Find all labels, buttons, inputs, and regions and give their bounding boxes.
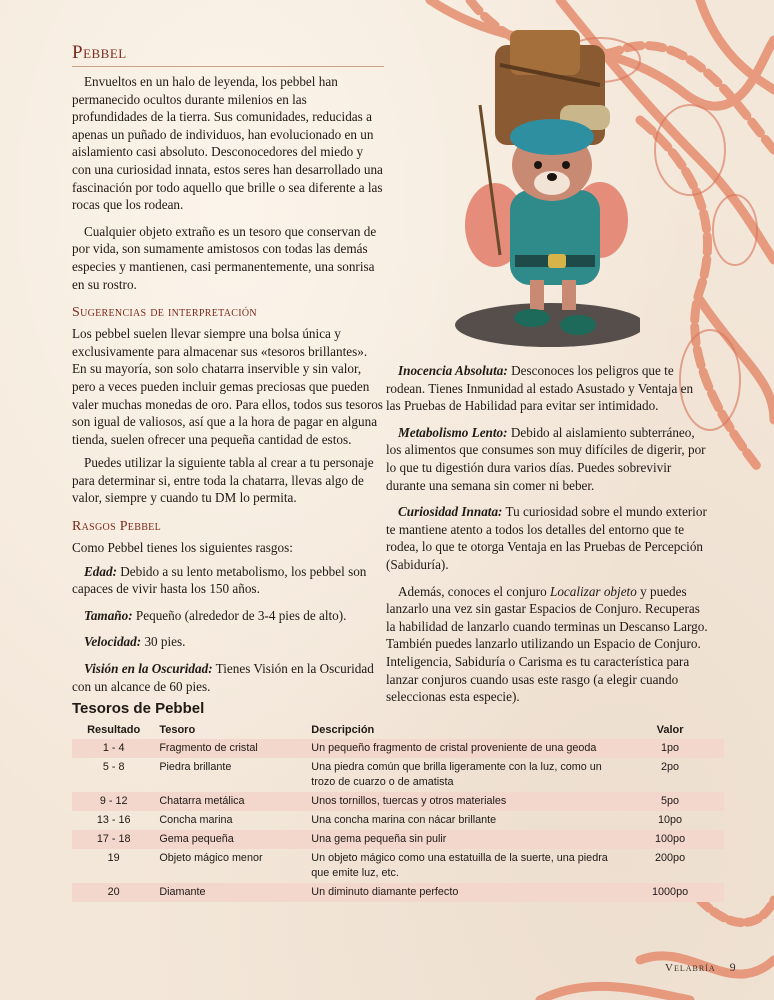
spell-paragraph — [386, 583, 708, 706]
left-column — [72, 42, 384, 704]
cell-result: 17 - 18 — [72, 830, 155, 849]
cell-value: 100po — [616, 830, 724, 849]
pebbel-character-illustration — [440, 25, 640, 360]
right-column — [386, 362, 708, 715]
cell-treasure: Chatarra metálica — [155, 792, 307, 811]
trait-darkvision — [72, 660, 384, 695]
cell-description: Un objeto mágico como una estatuilla de la suerte, una piedra que emite luz, etc. — [311, 852, 608, 879]
header-treasure: Tesoro — [159, 724, 196, 736]
cell-treasure: Objeto mágico menor — [159, 852, 263, 864]
table-row — [72, 849, 724, 883]
trait-curiosity — [386, 503, 708, 573]
cell-treasure: Gema pequeña — [155, 830, 307, 849]
traits-heading: Rasgos Pebbel — [72, 519, 161, 535]
table-row — [72, 811, 724, 830]
table-row — [72, 883, 724, 902]
cell-description: Una piedra común que brilla ligeramente con la luz, como un trozo de cuarzo o de amatista — [311, 761, 602, 788]
cell-result: 20 — [72, 883, 155, 902]
cell-treasure: Fragmento de cristal — [155, 739, 307, 758]
cell-value: 1po — [616, 739, 724, 758]
trait-age-name: Edad: — [84, 563, 117, 579]
cell-result: 5 - 8 — [102, 761, 125, 773]
trait-metabolism-text: Debido al aislamiento subterráneo, los alimentos que consumes son muy difíciles de digerir, por lo que tu digestión dura varios días. Puedes sobrevivir durante una semana sin comer ni beber. — [386, 424, 706, 493]
cell-treasure: Piedra brillante — [159, 761, 232, 773]
table-row — [72, 739, 724, 758]
spell-text-before: Además, conoces el conjuro — [398, 583, 550, 599]
trait-curiosity-text: Tu curiosidad sobre el mundo exterior te mantiene atento a todos los detalles del entorno que te rodea, lo que te otorga Ventaja en las Pruebas de Percepción (Sabiduría). — [386, 504, 707, 572]
cell-result: 13 - 16 — [96, 814, 131, 826]
footer-book-name: Velabría — [665, 962, 716, 974]
cell-result: 19 — [107, 852, 120, 864]
trait-darkvision-text: Tienes Visión en la Oscuridad con un alcance de 60 pies. — [72, 661, 374, 694]
header-result: Resultado — [87, 724, 141, 736]
treasure-table-title: Tesoros de Pebbel — [72, 700, 205, 717]
cell-result: 1 - 4 — [72, 739, 155, 758]
trait-size — [72, 607, 384, 625]
spell-name: Localizar objeto — [549, 583, 637, 599]
spell-text-after: y puedes lanzarlo una vez sin gastar Espacios de Conjuro. Recuperas la habilidad de lanzarlo cuando terminas un Descanso Largo. También puedes lanzarlo utilizando un Espacio de Conjuro. Inteligencia, Sabiduría o Carisma es tu característica para lanzar conjuros cuando usas este rasgo (a elegir cuando seleccionas esta especie). — [386, 583, 708, 705]
trait-darkvision-name: Visión en la Oscuridad: — [84, 661, 213, 677]
roleplay-heading: Sugerencias de interpretación — [72, 305, 257, 321]
header-value: Valor — [656, 724, 684, 736]
trait-curiosity-name: Curiosidad Innata: — [398, 504, 503, 520]
page-number: 9 — [729, 960, 737, 974]
trait-innocence-name: Inocencia Absoluta: — [398, 363, 508, 378]
intro-paragraph-2: Cualquier objeto extraño es un tesoro que conservan de por vida, son sumamente amistosos con todas las demás especies y mantienen, casi permanentemente, una sonrisa en su rostro. — [72, 223, 377, 292]
roleplay-paragraph-1: Los pebbel suelen llevar siempre una bolsa única y exclusivamente para almacenar sus «tesoros brillantes». En su mayoría, son solo chatarra inservible y sin valor, pero a veces pueden incluir gemas preciosas que pueden valer muchas monedas de oro. Para ellos, todos sus tesoros son igual de valiosos, así que a la hora de pagar en alguna tienda, suelen ofrecer una pequeña cantidad de estos. — [72, 326, 383, 447]
cell-value: 10po — [658, 814, 683, 826]
trait-age-text: Debido a su lento metabolismo, los pebbel son capaces de vivir hasta los 150 años. — [72, 563, 367, 597]
traits-intro: Como Pebbel tienes los siguientes rasgos: — [72, 540, 293, 556]
table-row — [72, 758, 724, 792]
trait-size-text: Pequeño (alrededor de 3-4 pies de alto). — [132, 607, 347, 623]
cell-value: 5po — [616, 792, 724, 811]
trait-metabolism-name: Metabolismo Lento: — [398, 424, 508, 440]
roleplay-paragraph-2: Puedes utilizar la siguiente tabla al crear a tu personaje para determinar si, entre toda la chatarra, llevas algo de valor, siempre y cuando tu DM lo permita. — [72, 455, 374, 506]
cell-value: 2po — [661, 761, 680, 773]
trait-age — [72, 563, 384, 598]
trait-speed — [72, 633, 384, 651]
header-description: Descripción — [311, 724, 375, 736]
trait-speed-name: Velocidad: — [84, 634, 142, 650]
cell-description: Una concha marina con nácar brillante — [311, 814, 497, 826]
trait-metabolism — [386, 424, 708, 494]
cell-value: 1000po — [616, 883, 724, 902]
cell-description: Unos tornillos, tuercas y otros materiales — [307, 792, 616, 811]
cell-description: Un pequeño fragmento de cristal proveniente de una geoda — [307, 739, 616, 758]
treasure-table-header-row — [72, 721, 724, 739]
intro-paragraph-1: Envueltos en un halo de leyenda, los pebbel han permanecido ocultos durante milenios en las profundidades de la tierra. Sus comunidades, reducidas a apenas un puñado de individuos, han evolucionado en un aislamiento casi absoluto. Desconocedores del miedo y con una curiosidad innata, estos seres han desarrollado una fascinación por todo aquello que brille o sea diferente a las rocas que los rodean. — [72, 74, 383, 213]
trait-size-name: Tamaño: — [84, 607, 133, 623]
trait-speed-text: 30 pies. — [141, 634, 186, 650]
cell-value: 200po — [655, 852, 686, 864]
table-row — [72, 830, 724, 849]
page-title: Pebbel — [72, 42, 384, 67]
cell-description: Una gema pequeña sin pulir — [307, 830, 616, 849]
cell-treasure: Diamante — [155, 883, 307, 902]
cell-description: Un diminuto diamante perfecto — [307, 883, 616, 902]
cell-treasure: Concha marina — [159, 814, 233, 826]
trait-innocence-text: Desconoces los peligros que te rodean. Tienes Inmunidad al estado Asustado y Ventaja en las Pruebas de Habilidad para evitar ser intimidado. — [386, 363, 694, 414]
cell-result: 9 - 12 — [72, 792, 155, 811]
table-row — [72, 792, 724, 811]
treasure-table — [72, 721, 724, 902]
page-footer — [665, 960, 737, 975]
trait-innocence — [386, 362, 708, 415]
